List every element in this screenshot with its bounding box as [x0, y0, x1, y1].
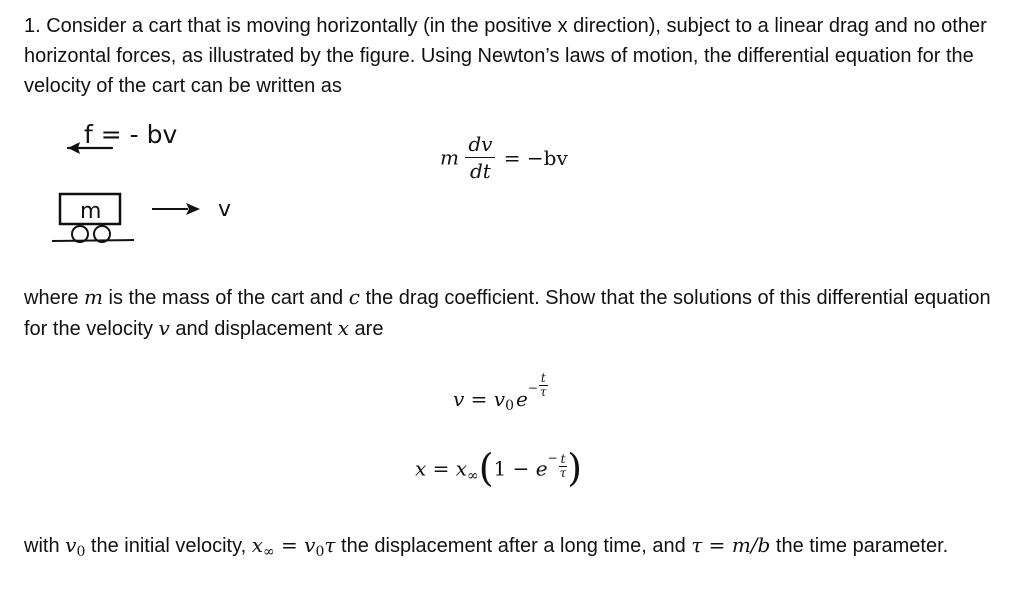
with-v0tau: v [304, 533, 316, 557]
velocity-exp-den: τ [539, 385, 547, 399]
with-text-2: the initial velocity, [85, 535, 252, 557]
velocity-exp-base: e [516, 387, 528, 411]
with-xinf-sub: ∞ [263, 544, 275, 560]
displacement-exp-den: τ [559, 466, 567, 480]
with-text-1: with [24, 535, 66, 557]
ode-rhs: = −bv [503, 145, 568, 170]
with-equals-1: = [274, 533, 305, 557]
velocity-solution [453, 371, 548, 414]
displacement-xinf: x [455, 456, 468, 481]
velocity-lhs: v = [453, 387, 494, 411]
velocity-v0-sub: 0 [505, 398, 515, 414]
problem-with [24, 530, 1009, 563]
ode-numerator: dv [465, 132, 495, 158]
velocity-arrowhead [186, 203, 200, 215]
with-v0tau-sub: 0 [315, 544, 325, 560]
velocity-v0: v [493, 387, 506, 411]
ode-equation [440, 132, 568, 183]
displacement-close-paren: ) [567, 446, 583, 490]
with-xinf: x [251, 533, 264, 557]
displacement-open-paren: ( [478, 446, 494, 490]
with-m-over-b: m/b [731, 533, 771, 557]
velocity-exp-frac [539, 372, 548, 399]
with-tau-1: τ [324, 533, 336, 557]
displacement-one-minus: 1 − [493, 456, 536, 481]
force-label: f = - bv [84, 120, 178, 149]
where-text-2: is the mass of the cart and [103, 287, 349, 309]
where-x: x [337, 316, 349, 340]
where-c: c [348, 285, 360, 309]
displacement-exp-frac [559, 453, 568, 480]
intro-text: 1. Consider a cart that is moving horizontally (in the positive x direction), subject to a linear drag and no other horizontal forces, as illustrated by the figure. Using Newton’s laws of motion, the differential equation for the velocity of the cart can be written as [24, 15, 987, 97]
mass-label: m [80, 199, 102, 224]
displacement-xinf-sub: ∞ [467, 467, 479, 484]
displacement-solution [415, 448, 582, 492]
displacement-exp-sign: − [547, 450, 558, 465]
with-v0: v [65, 533, 77, 557]
ode-derivative [465, 132, 495, 183]
velocity-label: v [218, 197, 232, 222]
ground-line [52, 240, 134, 241]
where-text-1: where [24, 287, 85, 309]
displacement-exp-base: e [535, 456, 548, 481]
displacement-exp-num: t [560, 452, 566, 466]
with-text-3: the displacement after a long time, and [335, 535, 692, 557]
with-equals-2: = [702, 533, 732, 557]
with-tau-2: τ [691, 533, 703, 557]
where-text-3: the drag coefficient. Show that the solutions of this differential equation for the velocity [24, 287, 991, 340]
with-text-4: the time parameter. [770, 535, 949, 557]
cart-sketch [40, 110, 270, 270]
where-v: v [158, 316, 170, 340]
ode-denominator: dt [469, 159, 491, 183]
ode-mass: m [440, 145, 459, 170]
with-v0-sub: 0 [76, 544, 86, 560]
displacement-lhs: x = [415, 456, 456, 481]
velocity-exp-sign: − [527, 381, 538, 395]
problem-intro [24, 11, 1009, 101]
problem-where [24, 282, 1009, 344]
where-text-5: are [349, 318, 384, 340]
where-m: m [84, 285, 103, 309]
where-text-4: and displacement [169, 318, 338, 340]
velocity-exp-num: t [540, 371, 546, 385]
